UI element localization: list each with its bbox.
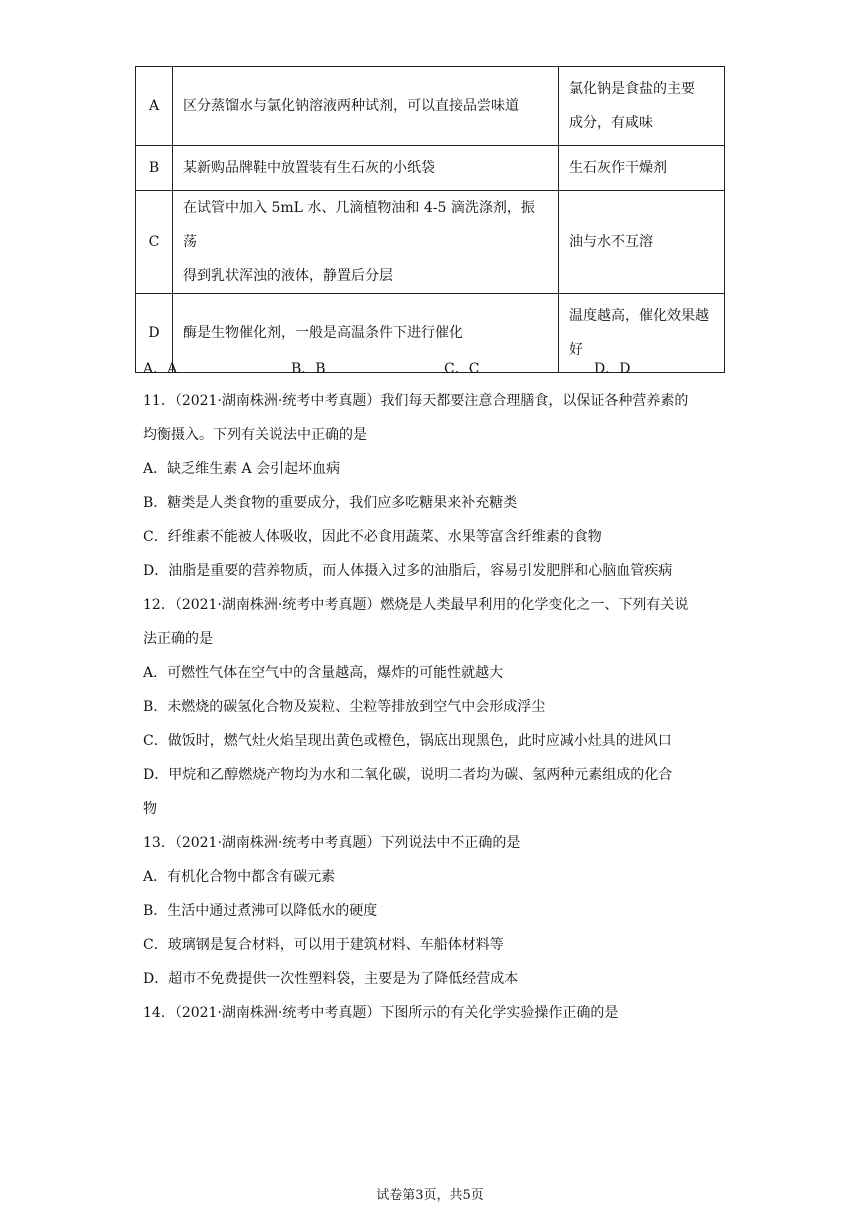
row-description: 酶是生物催化剂，一般是高温条件下进行催化	[173, 294, 559, 373]
table-row	[136, 191, 725, 294]
row-description: 区分蒸馏水与氯化钠溶液两种试剂，可以直接品尝味道	[173, 67, 559, 146]
row-letter: C	[136, 191, 173, 294]
question-12-option-a: A．可燃性气体在空气中的含量越高，爆炸的可能性就越大	[143, 665, 504, 681]
questions	[143, 384, 733, 1030]
row-reason: 生石灰作干燥剂	[559, 146, 725, 191]
q10-choices	[143, 356, 743, 382]
question-13-stem-line: 13．（2021·湖南株洲·统考中考真题）下列说法中不正确的是	[143, 835, 521, 851]
question-12-stem-line: 12．（2021·湖南株洲·统考中考真题）燃烧是人类最早利用的化学变化之一、下列有关说	[143, 597, 689, 613]
question-13-option-a: A．有机化合物中都含有碳元素	[143, 869, 336, 885]
options-table	[135, 66, 725, 373]
page-footer: 试卷第3页，共5页	[376, 1188, 484, 1203]
row-description: 某新购品牌鞋中放置装有生石灰的小纸袋	[173, 146, 559, 191]
question-11-stem-line: 11．（2021·湖南株洲·统考中考真题）我们每天都要注意合理膳食，以保证各种营养素的	[143, 393, 689, 409]
question-14-stem-line: 14．（2021·湖南株洲·统考中考真题）下图所示的有关化学实验操作正确的是	[143, 1005, 619, 1021]
question-11-option-c: C．纤维素不能被人体吸收，因此不必食用蔬菜、水果等富含纤维素的食物	[143, 529, 602, 545]
question-13-option-c: C．玻璃钢是复合材料，可以用于建筑材料、车船体材料等	[143, 937, 504, 953]
question-12-option-c: C．做饭时，燃气灶火焰呈现出黄色或橙色，锅底出现黑色，此时应减小灶具的进风口	[143, 733, 672, 749]
row-reason: 氯化钠是食盐的主要 成分，有咸味	[559, 67, 725, 146]
table-row	[136, 146, 725, 191]
question-12-option-d: D．甲烷和乙醇燃烧产物均为水和二氧化碳，说明二者均为碳、氢两种元素组成的化合	[143, 767, 673, 783]
question-12-option-d-cont: 物	[143, 801, 157, 817]
question-11-option-b: B．糖类是人类食物的重要成分，我们应多吃糖果来补充糖类	[143, 495, 518, 511]
row-letter: B	[136, 146, 173, 191]
table-row	[136, 67, 725, 146]
choice-d: D．D	[594, 361, 631, 377]
row-description: 在试管中加入 5mL 水、几滴植物油和 4-5 滴洗涤剂，振荡 得到乳状浑浊的液体，静置后分层	[173, 191, 559, 294]
row-letter: D	[136, 294, 173, 373]
question-11-stem-line: 均衡摄入。下列有关说法中正确的是	[143, 427, 367, 443]
question-12-stem-line: 法正确的是	[143, 631, 213, 647]
question-13-option-d: D．超市不免费提供一次性塑料袋，主要是为了降低经营成本	[143, 971, 519, 987]
row-reason: 温度越高，催化效果越 好	[559, 294, 725, 373]
row-letter: A	[136, 67, 173, 146]
choice-c: C．C	[444, 361, 480, 377]
question-13-option-b: B．生活中通过煮沸可以降低水的硬度	[143, 903, 378, 919]
choice-b: B．B	[291, 361, 326, 377]
choice-a: A．A	[143, 361, 178, 377]
question-12-option-b: B．未燃烧的碳氢化合物及炭粒、尘粒等排放到空气中会形成浮尘	[143, 699, 546, 715]
question-11-option-d: D．油脂是重要的营养物质，而人体摄入过多的油脂后，容易引发肥胖和心脑血管疾病	[143, 563, 673, 579]
question-11-option-a: A．缺乏维生素 A 会引起坏血病	[143, 461, 341, 477]
row-reason: 油与水不互溶	[559, 191, 725, 294]
